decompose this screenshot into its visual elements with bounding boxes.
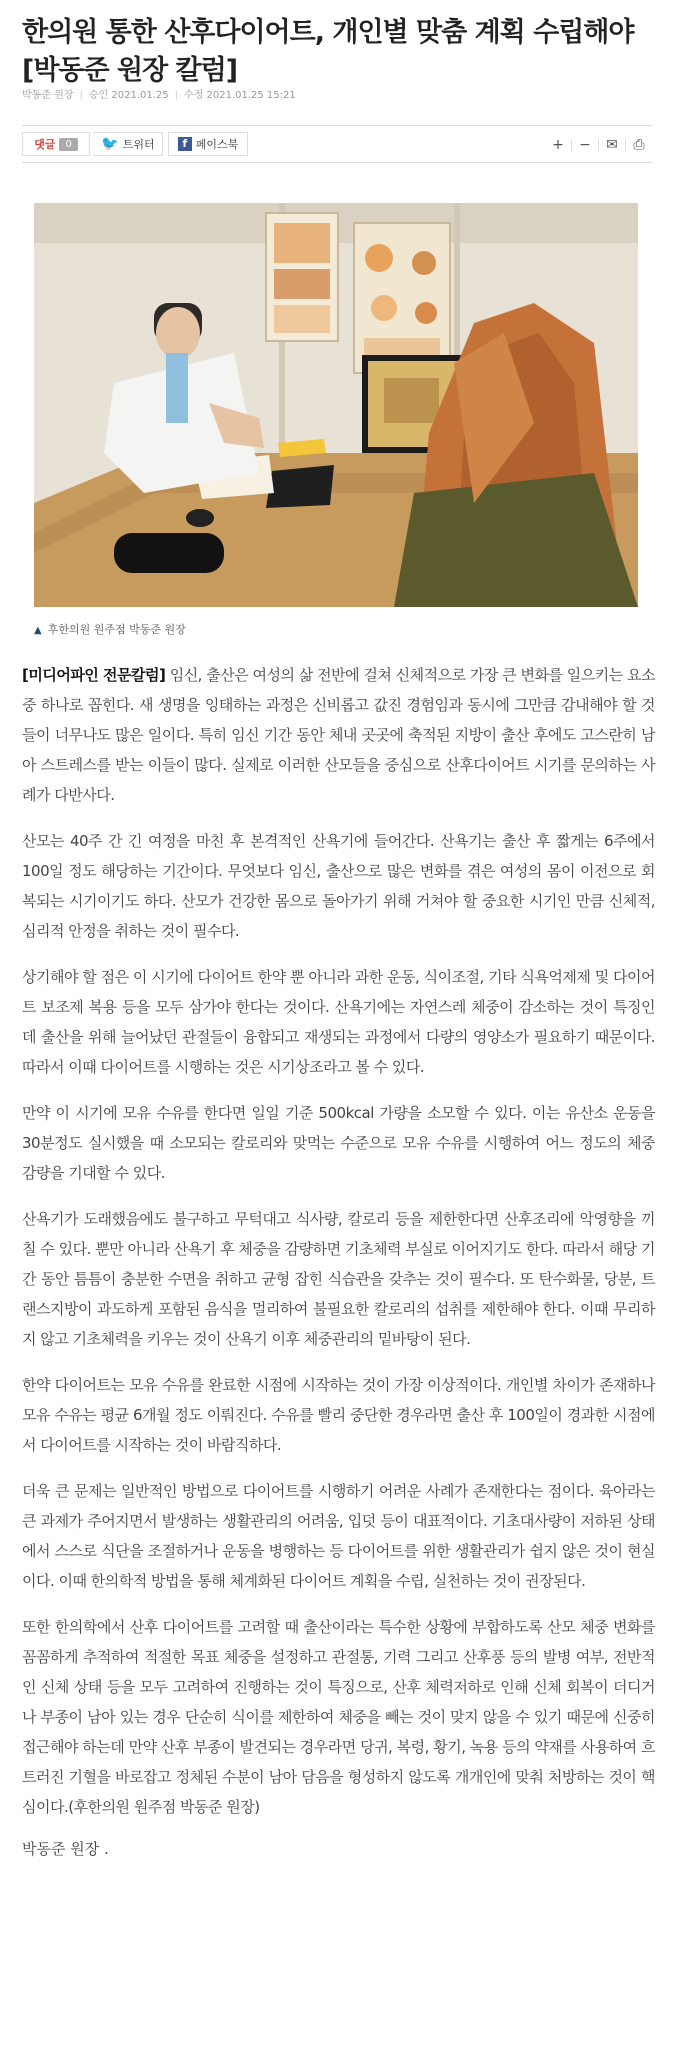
comment-button[interactable] <box>22 132 90 156</box>
caption-triangle-icon: ▲ <box>34 625 42 636</box>
column-label: [미디어파인 전문칼럼] <box>22 666 166 684</box>
caption-text: 후한의원 원주점 박동준 원장 <box>47 623 186 636</box>
article-photo <box>34 203 638 607</box>
twitter-label: 트위터 <box>122 138 155 151</box>
twitter-icon: 🐦 <box>101 136 119 152</box>
article-paragraph: 상기해야 할 점은 이 시기에 다이어트 한약 뿐 아니라 과한 운동, 식이조절, 기타 식욕억제제 및 다이어트 보조제 복용 등을 모두 삼가야 한다는 것이다. 산욕기에는 자연스레 체중이 감소하는 것이 특징인데 출산을 위해 늘어났던 관절들이 융합되고 재생되는 과정에서 다량의 영양소가 필요하기 때문이다. 따라서 이때 다이어트를 시행하는 것은 시기상조라고 볼 수 있다. <box>22 968 655 1076</box>
article-paragraph <box>22 660 655 810</box>
facebook-share-button[interactable] <box>168 132 248 156</box>
modified-date: 수정 2021.01.25 15:21 <box>184 90 296 101</box>
comment-label: 댓글 <box>34 138 56 151</box>
article-body <box>22 660 655 1859</box>
author-name: 박동준 원장 <box>22 90 74 101</box>
font-decrease-icon[interactable]: − <box>579 137 591 153</box>
article-paragraph: 만약 이 시기에 모유 수유를 한다면 일일 기준 500kcal 가량을 소모할 수 있다. 이는 유산소 운동을 30분정도 실시했을 때 소모되는 칼로리와 맞먹는 수준으로 모유 수유를 시행하여 어느 정도의 체중 감량을 기대할 수 있다. <box>22 1104 655 1182</box>
font-increase-icon[interactable]: + <box>552 137 564 153</box>
author-signoff: 박동준 원장 . <box>22 1840 109 1858</box>
facebook-icon: f <box>178 137 192 151</box>
comment-count: 0 <box>59 138 77 151</box>
email-icon[interactable]: ✉ <box>606 137 618 153</box>
article-tools <box>545 136 652 154</box>
share-toolbar <box>22 125 652 163</box>
article-paragraph: 산욕기가 도래했음에도 불구하고 무턱대고 식사량, 칼로리 등을 제한한다면 산후조리에 악영향을 끼칠 수 있다. 뿐만 아니라 산욕기 후 체중을 감량하면 기초체력 부실로 이어지기도 한다. 따라서 해당 기간 동안 틈틈이 충분한 수면을 취하고 균형 잡힌 식습관을 갖추는 것이 필수다. 또 탄수화물, 당분, 트랜스지방이 과도하게 포함된 음식을 멀리하여 불필요한 칼로리의 섭취를 제한해야 한다. 이때 무리하지 않고 기초체력을 키우는 것이 산욕기 이후 체중관리의 밑바탕이 된다. <box>22 1210 655 1348</box>
article-paragraph: 산모는 40주 간 긴 여정을 마친 후 본격적인 산욕기에 들어간다. 산욕기는 출산 후 짧게는 6주에서 100일 정도 해당하는 기간이다. 무엇보다 임신, 출산으로 많은 변화를 겪은 여성의 몸이 이전으로 회복되는 시기이기도 하다. 산모가 건강한 몸으로 돌아가기 위해 거쳐야 할 중요한 시기인 만큼 신체적, 심리적 안정을 취하는 것이 필수다. <box>22 832 655 940</box>
article-title: 한의원 통한 산후다이어트, 개인별 맞춤 계획 수립해야 [박동준 원장 칼럼] <box>22 17 634 86</box>
article-meta: 박동준 원장 | 승인 2021.01.25 | 수정 2021.01.25 15:21 <box>22 90 296 101</box>
article-paragraph: 더욱 큰 문제는 일반적인 방법으로 다이어트를 시행하기 어려운 사례가 존재한다는 점이다. 육아라는 큰 과제가 주어지면서 발생하는 생활관리의 어려움, 입덧 등이 대표적이다. 기초대사량이 저하된 상태에서 스스로 식단을 조절하거나 운동을 병행하는 등 다이어트를 위한 생활관리가 쉽지 않은 것이 현실이다. 이때 한의학적 방법을 통해 체계화된 다이어트 계획을 수립, 실천하는 것이 권장된다. <box>22 1482 655 1590</box>
article-paragraph: 또한 한의학에서 산후 다이어트를 고려할 때 출산이라는 특수한 상황에 부합하도록 산모 체중 변화를 꼼꼼하게 추적하여 적절한 목표 체중을 설정하고 관절통, 기력 그리고 산후풍 등의 발병 여부, 전반적인 신체 상태 등을 모두 고려하여 진행하는 것이 특징으로, 산후 체력저하로 인해 신체 회복이 더디거나 부종이 남아 있는 경우 단순히 식이를 제한하여 체중을 빼는 것이 맞지 않을 수 있기 때문에 신중히 접근해야 하는데 만약 산후 부종이 발견되는 경우라면 당귀, 복령, 황기, 녹용 등의 약재를 사용하여 흐트러진 기혈을 바로잡고 정체된 수분이 남아 담음을 형성하지 않도록 개개인에 맞춰 처방하는 것이 핵심이다.(후한의원 원주점 박동준 원장) <box>22 1618 655 1816</box>
article-paragraph: 한약 다이어트는 모유 수유를 완료한 시점에 시작하는 것이 가장 이상적이다. 개인별 차이가 존재하나 모유 수유는 평균 6개월 정도 이뤄진다. 수유를 빨리 중단한 경우라면 출산 후 100일이 경과한 시점에서 다이어트를 시작하는 것이 바람직하다. <box>22 1376 655 1454</box>
published-date: 승인 2021.01.25 <box>88 90 169 101</box>
twitter-share-button[interactable] <box>94 132 163 156</box>
facebook-label: 페이스북 <box>195 138 239 151</box>
print-icon[interactable]: ⎙ <box>633 137 645 153</box>
photo-caption <box>34 621 186 637</box>
paragraph-text: 임신, 출산은 여성의 삶 전반에 걸쳐 신체적으로 가장 큰 변화를 일으키는 요소 중 하나로 꼽힌다. 새 생명을 잉태하는 과정은 신비롭고 값진 경험임과 동시에 그만큼 감내해야 할 것들이 너무나도 많은 일이다. 특히 임신 기간 동안 체내 곳곳에 축적된 지방이 출산 후에도 고스란히 남아 스트레스를 받는 이들이 많다. 실제로 이러한 산모들을 중심으로 산후다이어트 시기를 문의하는 사례가 다반사다. <box>22 666 655 804</box>
